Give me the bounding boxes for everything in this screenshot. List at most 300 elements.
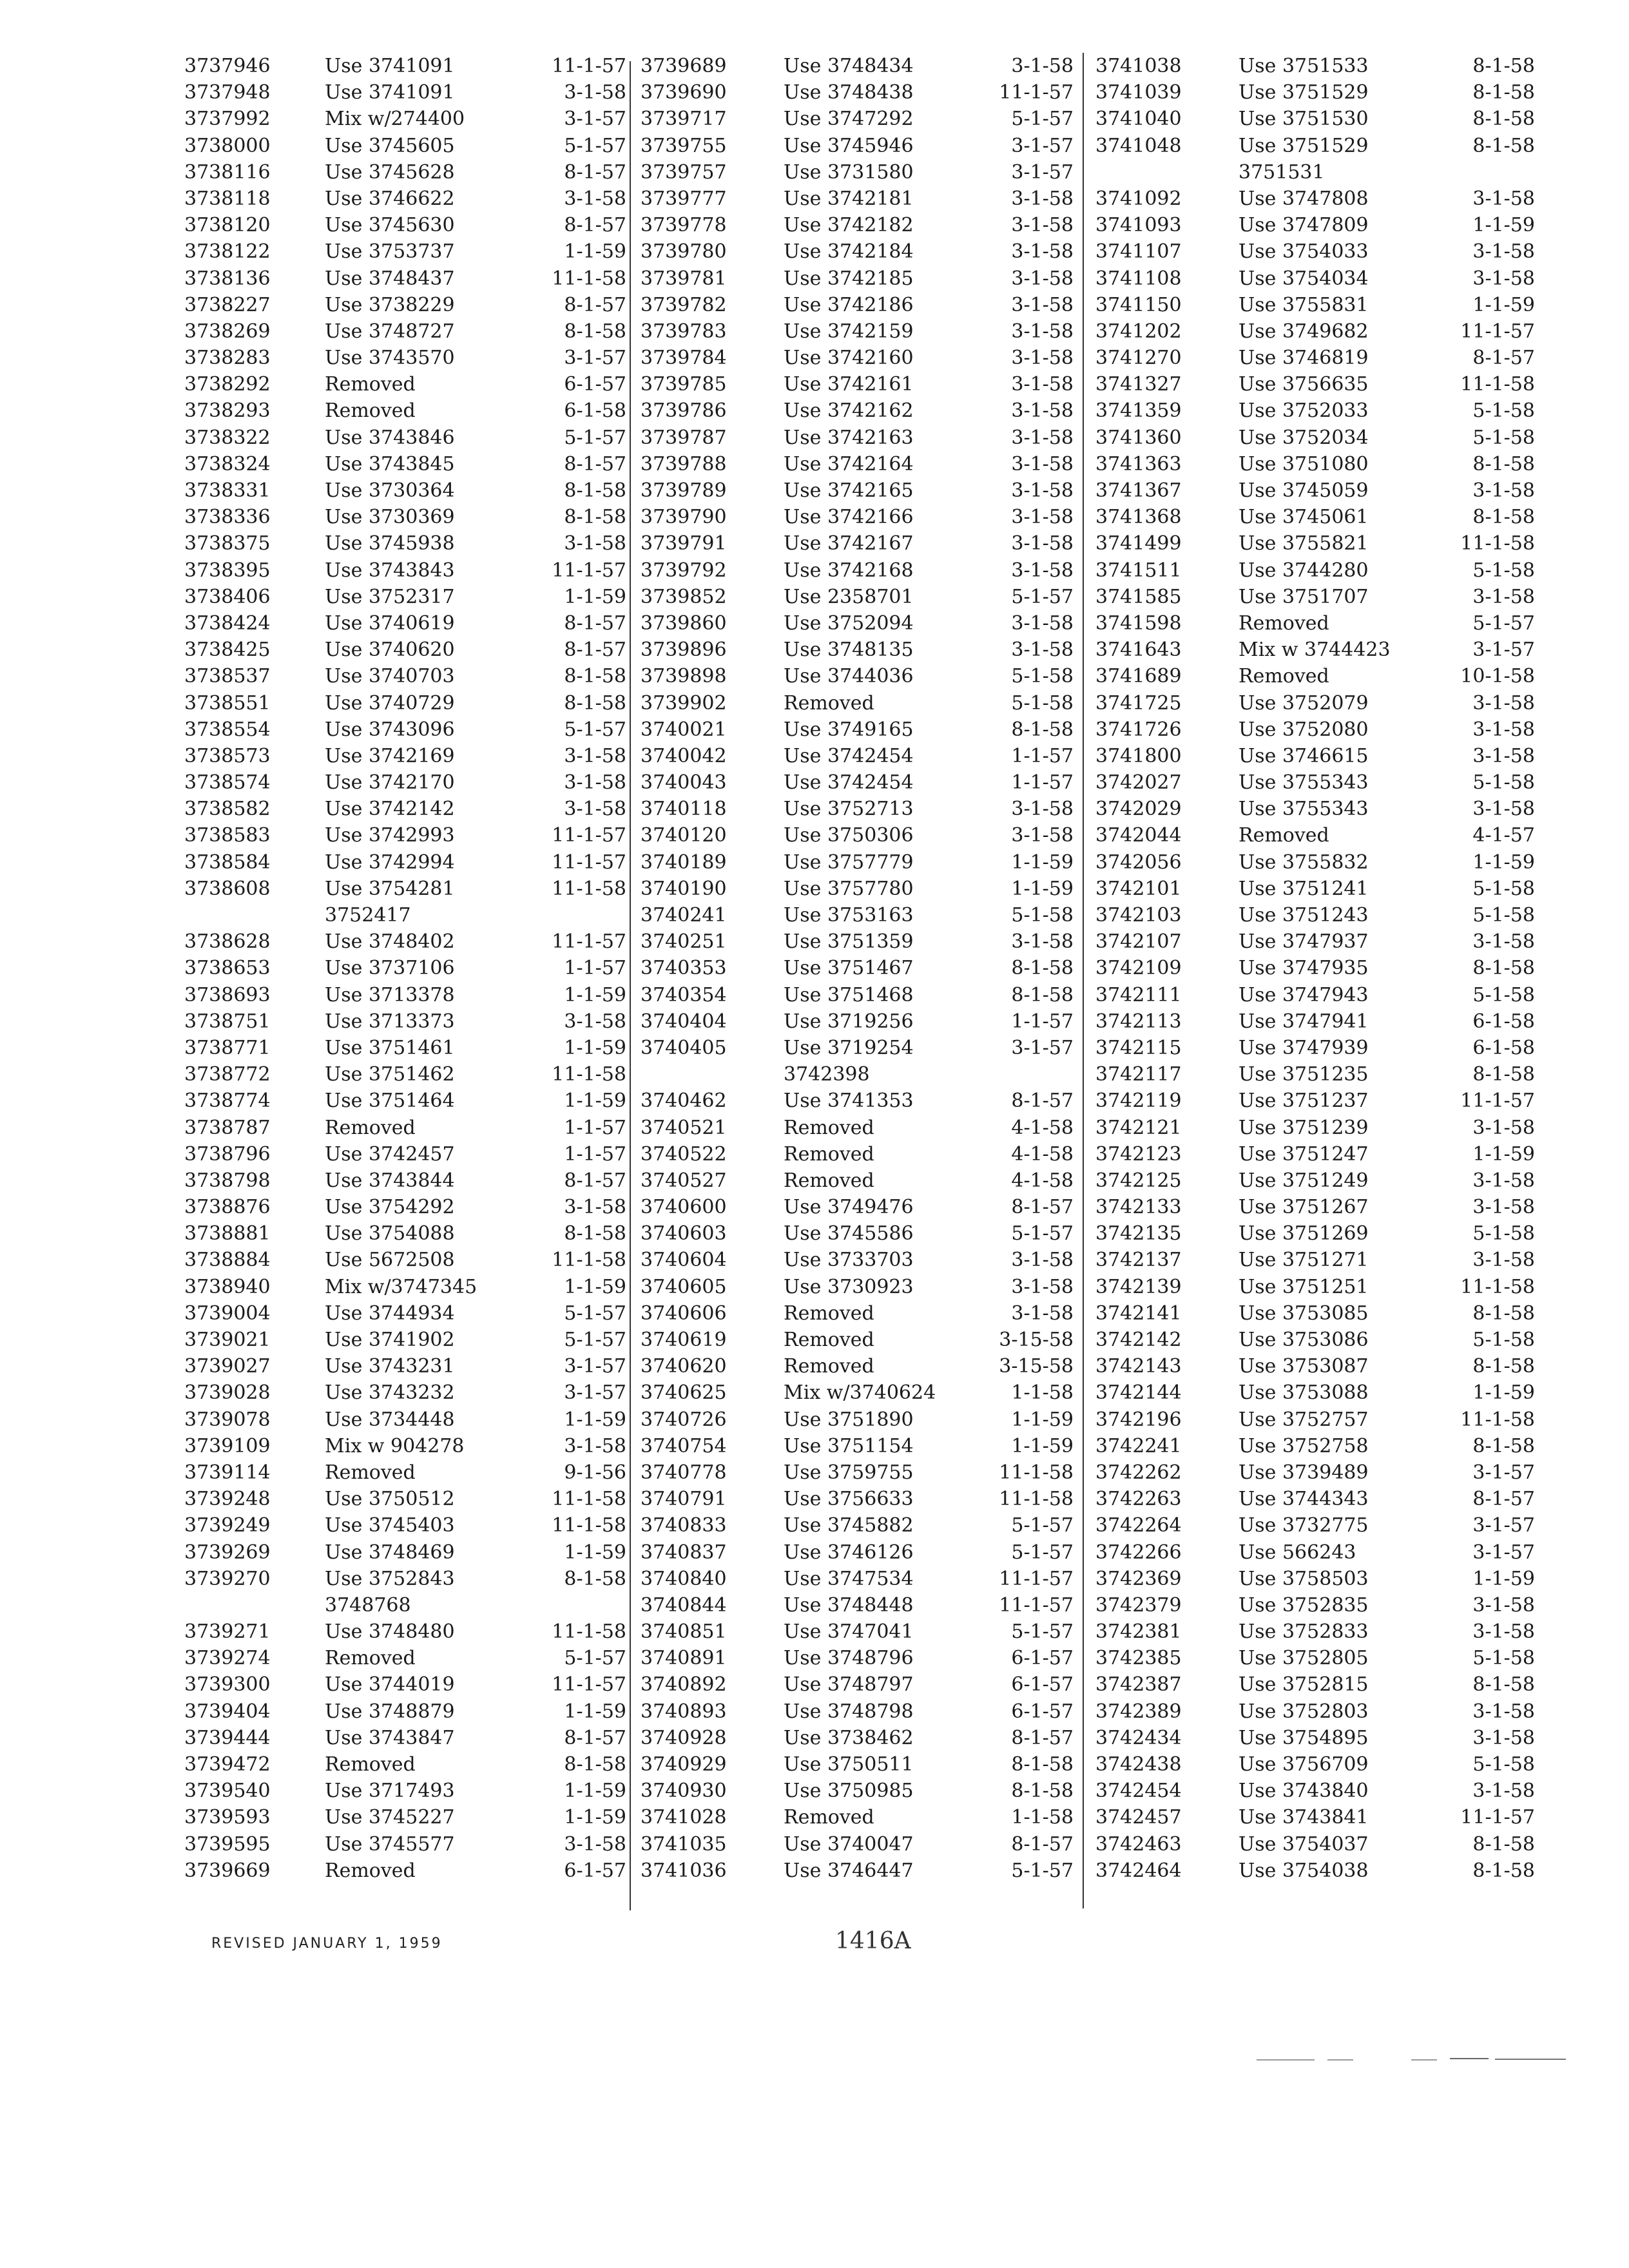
part-number: 3738136 [184, 267, 271, 290]
part-number: 3742101 [1095, 877, 1182, 900]
effective-date: 1-1-59 [564, 1806, 626, 1829]
table-row [1095, 1061, 1540, 1088]
part-number: 3742056 [1095, 850, 1182, 874]
part-number: 3740354 [641, 983, 727, 1006]
table-row [641, 477, 1079, 504]
table-row [184, 822, 631, 849]
part-number: 3741367 [1095, 479, 1182, 502]
part-number: 3738772 [184, 1063, 271, 1086]
effective-date: 11-1-58 [1460, 373, 1535, 396]
table-row [641, 955, 1079, 981]
replacement-instruction: Use 3745938 [325, 532, 455, 555]
table-row [641, 822, 1079, 849]
replacement-instruction: Removed [325, 1647, 416, 1670]
replacement-instruction: Use 3742159 [784, 320, 914, 343]
effective-date: 3-1-58 [1472, 1169, 1535, 1192]
part-number: 3738583 [184, 824, 271, 847]
replacement-instruction: Use 3756633 [784, 1488, 914, 1511]
replacement-instruction: Removed [1239, 665, 1329, 688]
part-number: 3741107 [1095, 240, 1182, 264]
replacement-instruction: Use 3745059 [1239, 479, 1369, 502]
effective-date: 3-1-58 [1011, 532, 1074, 555]
table-row [641, 53, 1079, 79]
effective-date: 5-1-58 [1472, 1647, 1535, 1670]
part-number: 3739028 [184, 1381, 271, 1405]
replacement-instruction: Use 3751462 [325, 1063, 455, 1086]
table-row [641, 1619, 1079, 1645]
effective-date: 11-1-58 [1460, 1408, 1535, 1431]
table-row [184, 1619, 631, 1645]
replacement-instruction: Use 3746615 [1239, 744, 1369, 767]
replacement-instruction: Use 3751247 [1239, 1142, 1369, 1166]
table-row [641, 1592, 1079, 1619]
effective-date: 1-1-59 [1472, 1567, 1535, 1590]
replacement-instruction: Use 3748797 [784, 1673, 914, 1696]
replacement-instruction: Use 3752094 [784, 611, 914, 635]
replacement-instruction: Use 3745628 [325, 160, 455, 184]
effective-date: 1-1-59 [1011, 877, 1074, 900]
table-row [641, 1035, 1079, 1061]
effective-date: 3-1-58 [1011, 1275, 1074, 1298]
effective-date: 3-1-57 [1011, 134, 1074, 157]
replacement-instruction: Use 3753087 [1239, 1355, 1369, 1378]
replacement-instruction: Use 3744019 [325, 1673, 455, 1696]
replacement-instruction: Use 3741091 [325, 81, 455, 104]
part-number: 3741093 [1095, 214, 1182, 237]
table-row [184, 1407, 631, 1433]
replacement-instruction: Use 3742994 [325, 850, 455, 874]
replacement-instruction: Use 3745586 [784, 1222, 914, 1245]
replacement-instruction: Use 3754895 [1239, 1726, 1369, 1749]
replacement-instruction: Use 3754037 [1239, 1832, 1369, 1856]
part-number: 3739444 [184, 1726, 271, 1749]
table-row [1095, 1566, 1540, 1592]
part-number: 3742115 [1095, 1036, 1182, 1059]
table-row [641, 1539, 1079, 1566]
replacement-instruction: Removed [325, 373, 416, 396]
effective-date: 1-1-59 [564, 1036, 626, 1059]
replacement-instruction: Use 3737106 [325, 957, 455, 980]
effective-date: 3-1-58 [564, 1434, 626, 1457]
replacement-instruction: Use 3745605 [325, 134, 455, 157]
table-row [184, 1168, 631, 1194]
table-row [1095, 159, 1540, 186]
effective-date: 5-1-58 [1472, 1222, 1535, 1245]
table-row [641, 1141, 1079, 1168]
part-number: 3738653 [184, 957, 271, 980]
replacement-instruction: Use 3749682 [1239, 320, 1369, 343]
table-row [641, 902, 1079, 928]
table-row [1095, 849, 1540, 876]
effective-date: 1-1-59 [1011, 1408, 1074, 1431]
table-row [641, 1858, 1079, 1884]
replacement-instruction: Use 3754038 [1239, 1859, 1369, 1882]
effective-date: 3-1-58 [1011, 293, 1074, 316]
table-row [184, 663, 631, 689]
table-row [1095, 398, 1540, 424]
effective-date: 8-1-58 [564, 479, 626, 502]
table-row [184, 610, 631, 637]
replacement-instruction: Use 3743844 [325, 1169, 455, 1192]
table-row [641, 743, 1079, 769]
part-number: 3741359 [1095, 399, 1182, 423]
replacement-instruction: Use 3747809 [1239, 214, 1369, 237]
table-row [641, 876, 1079, 902]
effective-date: 6-1-57 [564, 1859, 626, 1882]
effective-date: 1-1-59 [1011, 1434, 1074, 1457]
table-row [641, 530, 1079, 557]
table-row [1095, 1247, 1540, 1273]
replacement-instruction: Use 3751271 [1239, 1249, 1369, 1272]
part-number: 3740840 [641, 1567, 727, 1590]
table-row [184, 796, 631, 822]
table-row [1095, 1220, 1540, 1247]
effective-date: 8-1-58 [1472, 1063, 1535, 1086]
part-number: 3738227 [184, 293, 271, 316]
replacement-instruction: Use 3730364 [325, 479, 455, 502]
replacement-instruction: Use 3753163 [784, 904, 914, 927]
replacement-instruction: Use 3743843 [325, 559, 455, 582]
table-row [184, 743, 631, 769]
table-row [641, 425, 1079, 451]
table-row [641, 1751, 1079, 1778]
part-number: 3741511 [1095, 559, 1182, 582]
table-row [641, 398, 1079, 424]
part-number: 3738774 [184, 1090, 271, 1113]
replacement-instruction: Removed [325, 1859, 416, 1882]
part-number: 3739783 [641, 320, 727, 343]
table-row [641, 1168, 1079, 1194]
replacement-instruction: Use 3740729 [325, 691, 455, 715]
part-number: 3742438 [1095, 1753, 1182, 1776]
replacement-instruction: Removed [325, 1461, 416, 1484]
effective-date: 8-1-58 [564, 691, 626, 715]
effective-date: 11-1-57 [552, 850, 626, 874]
table-row [1095, 371, 1540, 398]
part-number: 3739784 [641, 347, 727, 370]
part-number: 3738537 [184, 665, 271, 688]
effective-date: 3-1-58 [1011, 240, 1074, 264]
table-row [641, 1379, 1079, 1406]
effective-date: 5-1-57 [1011, 1514, 1074, 1537]
replacement-instruction: Use 3744343 [1239, 1488, 1369, 1511]
replacement-instruction: Use 3747534 [784, 1567, 914, 1590]
part-number: 3739274 [184, 1647, 271, 1670]
replacement-instruction: Use 3748469 [325, 1541, 455, 1564]
part-number: 3739852 [641, 585, 727, 608]
table-row [641, 557, 1079, 584]
part-number: 3738293 [184, 399, 271, 423]
table-row [641, 345, 1079, 371]
replacement-instruction: Removed [1239, 824, 1329, 847]
part-number: 3738787 [184, 1116, 271, 1139]
table-row [641, 1353, 1079, 1379]
replacement-instruction: Mix w/3747345 [325, 1275, 477, 1298]
table-row [1095, 1274, 1540, 1300]
part-number: 3739777 [641, 187, 727, 210]
replacement-instruction: Use 3743232 [325, 1381, 455, 1405]
table-row [641, 663, 1079, 689]
replacement-instruction: Use 3751239 [1239, 1116, 1369, 1139]
table-row [184, 1220, 631, 1247]
replacement-instruction: Removed [784, 691, 874, 715]
replacement-instruction: Use 3739489 [1239, 1461, 1369, 1484]
effective-date: 3-1-58 [1011, 1302, 1074, 1325]
effective-date: 6-1-58 [1472, 1036, 1535, 1059]
replacement-instruction: Use 3752079 [1239, 691, 1369, 715]
table-row [641, 106, 1079, 132]
table-row [184, 1778, 631, 1804]
replacement-instruction: Use 3713373 [325, 1010, 455, 1033]
replacement-instruction: Use 3757779 [784, 850, 914, 874]
table-row [641, 1433, 1079, 1459]
replacement-instruction: Use 3756709 [1239, 1753, 1369, 1776]
part-number: 3739114 [184, 1461, 271, 1484]
effective-date: 8-1-57 [564, 639, 626, 662]
effective-date: 8-1-58 [1472, 957, 1535, 980]
table-row [184, 584, 631, 610]
effective-date: 3-1-58 [564, 798, 626, 821]
part-number: 3739780 [641, 240, 727, 264]
effective-date: 5-1-57 [1011, 585, 1074, 608]
table-row [184, 1539, 631, 1566]
revision-note: REVISED JANUARY 1, 1959 [211, 1936, 443, 1952]
table-row [1095, 1858, 1540, 1884]
table-row [1095, 1353, 1540, 1379]
effective-date: 8-1-58 [1011, 1753, 1074, 1776]
table-row [1095, 451, 1540, 477]
table-row [1095, 1539, 1540, 1566]
part-number: 3737992 [184, 108, 271, 131]
part-number: 3738551 [184, 691, 271, 715]
part-number: 3740892 [641, 1673, 727, 1696]
replacement-instruction: Use 3741353 [784, 1090, 914, 1113]
effective-date: 5-1-58 [1011, 665, 1074, 688]
table-row [184, 238, 631, 265]
effective-date: 8-1-58 [564, 320, 626, 343]
replacement-instruction: Use 3751707 [1239, 585, 1369, 608]
effective-date: 8-1-58 [564, 665, 626, 688]
replacement-instruction: Use 3742184 [784, 240, 914, 264]
effective-date: 6-1-57 [1011, 1647, 1074, 1670]
part-number: 3739270 [184, 1567, 271, 1590]
part-number: 3739593 [184, 1806, 271, 1829]
effective-date: 8-1-58 [1472, 1859, 1535, 1882]
replacement-instruction: Use 3732775 [1239, 1514, 1369, 1537]
effective-date: 5-1-58 [1472, 877, 1535, 900]
effective-date: 1-1-59 [1472, 214, 1535, 237]
part-number: 3742029 [1095, 798, 1182, 821]
effective-date: 6-1-58 [1472, 1010, 1535, 1033]
effective-date: 5-1-57 [564, 1647, 626, 1670]
replacement-instruction: Use 3752833 [1239, 1620, 1369, 1644]
effective-date: 3-1-58 [564, 81, 626, 104]
scan-artifact [1327, 2059, 1353, 2061]
part-number: 3741108 [1095, 267, 1182, 290]
effective-date: 8-1-57 [1011, 1196, 1074, 1219]
replacement-instruction: Use 3754292 [325, 1196, 455, 1219]
effective-date: 11-1-57 [552, 55, 626, 77]
part-number: 3742263 [1095, 1488, 1182, 1511]
effective-date: 5-1-57 [1011, 1620, 1074, 1644]
table-row [641, 1778, 1079, 1804]
effective-date: 3-1-58 [1472, 187, 1535, 210]
effective-date: 3-1-58 [1011, 214, 1074, 237]
replacement-instruction: Use 2358701 [784, 585, 914, 608]
replacement-instruction: Use 5672508 [325, 1249, 455, 1272]
effective-date: 3-1-58 [1472, 744, 1535, 767]
table-row [184, 1486, 631, 1512]
effective-date: 8-1-58 [564, 1222, 626, 1245]
effective-date: 1-1-59 [1011, 850, 1074, 874]
table-row [1095, 1379, 1540, 1406]
replacement-instruction: Mix w/274400 [325, 108, 465, 131]
table-row [1095, 1804, 1540, 1831]
part-number: 3738336 [184, 506, 271, 529]
effective-date: 1-1-59 [1472, 850, 1535, 874]
table-row [1095, 1725, 1540, 1751]
replacement-instruction: Use 3743570 [325, 347, 455, 370]
table-row [1095, 477, 1540, 504]
effective-date: 6-1-57 [1011, 1673, 1074, 1696]
replacement-instruction: Use 3746819 [1239, 347, 1369, 370]
effective-date: 5-1-57 [1011, 1859, 1074, 1882]
effective-date: 8-1-57 [1472, 347, 1535, 370]
column-divider-right [1083, 53, 1084, 1908]
part-number: 3739300 [184, 1673, 271, 1696]
table-row [1095, 265, 1540, 292]
replacement-instruction: Use 3746622 [325, 187, 455, 210]
replacement-instruction: Use 3752835 [1239, 1593, 1369, 1617]
part-number: 3742457 [1095, 1806, 1182, 1829]
replacement-instruction: Use 566243 [1239, 1541, 1356, 1564]
part-number: 3741039 [1095, 81, 1182, 104]
effective-date: 11-1-58 [1460, 532, 1535, 555]
effective-date: 8-1-58 [1472, 55, 1535, 77]
effective-date: 3-1-58 [1011, 320, 1074, 343]
part-number: 3738584 [184, 850, 271, 874]
table-row [1095, 1088, 1540, 1114]
replacement-instruction: Use 3742161 [784, 373, 914, 396]
effective-date: 8-1-58 [1472, 1673, 1535, 1696]
replacement-instruction: Use 3743847 [325, 1726, 455, 1749]
effective-date: 1-1-59 [1472, 1142, 1535, 1166]
part-number: 3738884 [184, 1249, 271, 1272]
replacement-instruction: Use 3742993 [325, 824, 455, 847]
replacement-instruction: Use 3752803 [1239, 1700, 1369, 1723]
part-number: 3739778 [641, 214, 727, 237]
effective-date: 3-1-58 [1472, 585, 1535, 608]
replacement-instruction: Use 3742454 [784, 744, 914, 767]
part-number: 3741036 [641, 1859, 727, 1882]
effective-date: 5-1-57 [564, 1329, 626, 1351]
table-row [184, 1035, 631, 1061]
effective-date: 8-1-58 [1472, 1832, 1535, 1856]
table-row [1095, 79, 1540, 106]
part-number: 3742044 [1095, 824, 1182, 847]
replacement-instruction: Use 3759755 [784, 1461, 914, 1484]
effective-date: 5-1-57 [1472, 611, 1535, 635]
effective-date: 3-1-58 [1472, 267, 1535, 290]
part-number: 3741270 [1095, 347, 1182, 370]
replacement-instruction: Use 3743845 [325, 452, 455, 476]
part-number: 3742142 [1095, 1329, 1182, 1351]
replacement-instruction: Use 3753086 [1239, 1329, 1369, 1351]
part-number: 3739269 [184, 1541, 271, 1564]
replacement-instruction: Use 3749165 [784, 718, 914, 741]
table-row [184, 106, 631, 132]
part-number: 3740833 [641, 1514, 727, 1537]
table-row [184, 345, 631, 371]
replacement-instruction: Use 3730369 [325, 506, 455, 529]
table-row [1095, 1433, 1540, 1459]
part-number: 3742027 [1095, 771, 1182, 794]
part-number: 3742143 [1095, 1355, 1182, 1378]
table-row [1095, 1407, 1540, 1433]
effective-date: 3-1-57 [564, 347, 626, 370]
replacement-instruction: Use 3752805 [1239, 1647, 1369, 1670]
replacement-instruction: Use 3745882 [784, 1514, 914, 1537]
replacement-instruction: Removed [784, 1142, 874, 1166]
table-row [184, 982, 631, 1008]
table-row [641, 637, 1079, 663]
effective-date: 5-1-58 [1011, 691, 1074, 715]
part-number: 3742141 [1095, 1302, 1182, 1325]
replacement-instruction: Use 3750306 [784, 824, 914, 847]
part-number: 3737948 [184, 81, 271, 104]
replacement-instruction: Use 3746447 [784, 1859, 914, 1882]
effective-date: 3-1-58 [564, 532, 626, 555]
effective-date: 8-1-57 [564, 1726, 626, 1749]
part-number: 3739902 [641, 691, 727, 715]
replacement-instruction: Use 3746126 [784, 1541, 914, 1564]
effective-date: 4-1-58 [1011, 1116, 1074, 1139]
effective-date: 8-1-58 [564, 1753, 626, 1776]
table-row [641, 690, 1079, 716]
table-row [641, 1671, 1079, 1698]
table-row [184, 477, 631, 504]
effective-date: 5-1-57 [564, 718, 626, 741]
part-number: 3740837 [641, 1541, 727, 1564]
part-number: 3740930 [641, 1780, 727, 1803]
effective-date: 4-1-57 [1472, 824, 1535, 847]
replacement-instruction: Use 3742167 [784, 532, 914, 555]
effective-date: 3-1-58 [1472, 1249, 1535, 1272]
effective-date: 8-1-58 [1011, 957, 1074, 980]
part-number: 3740625 [641, 1381, 727, 1405]
effective-date: 8-1-57 [564, 1169, 626, 1192]
effective-date: 3-1-58 [1011, 1249, 1074, 1272]
effective-date: 8-1-58 [1011, 983, 1074, 1006]
replacement-instruction: Use 3753088 [1239, 1381, 1369, 1405]
table-row [184, 1566, 631, 1592]
replacement-instruction: Use 3731580 [784, 160, 914, 184]
part-number: 3740405 [641, 1036, 727, 1059]
part-number: 3740754 [641, 1434, 727, 1457]
effective-date: 5-1-58 [1472, 983, 1535, 1006]
part-number: 3742113 [1095, 1010, 1182, 1033]
table-row [1095, 53, 1540, 79]
table-row [1095, 1619, 1540, 1645]
replacement-instruction: Use 3741091 [325, 55, 455, 77]
effective-date: 11-1-58 [999, 1461, 1074, 1484]
table-row [641, 79, 1079, 106]
part-number: 3740726 [641, 1408, 727, 1431]
part-number: 3740251 [641, 930, 727, 954]
effective-date: 3-1-58 [1011, 399, 1074, 423]
part-number: 3738331 [184, 479, 271, 502]
effective-date: 5-1-57 [1011, 1541, 1074, 1564]
